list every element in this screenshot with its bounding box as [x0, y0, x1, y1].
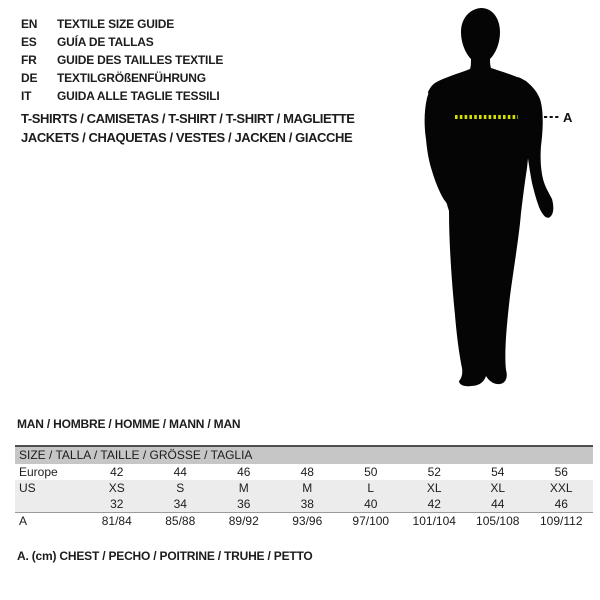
- cell: 44: [466, 496, 530, 513]
- cell: 48: [300, 465, 314, 479]
- cell: 81/84: [85, 513, 149, 530]
- cell: XS: [85, 480, 149, 496]
- language-list: [21, 15, 223, 105]
- row-label: A: [15, 513, 85, 530]
- cell: 44: [173, 465, 187, 479]
- cell: L: [339, 480, 403, 496]
- language-label: GUIDE DES TAILLES TEXTILE: [57, 53, 224, 67]
- cell: 36: [212, 496, 276, 513]
- cell: XL: [403, 480, 467, 496]
- size-table-header-row: [15, 446, 593, 464]
- language-row-fr: [21, 51, 223, 69]
- cell: 32: [85, 496, 149, 513]
- language-code: IT: [21, 89, 32, 103]
- cell: 52: [427, 465, 441, 479]
- cell: 101/104: [403, 513, 467, 530]
- man-silhouette: [425, 8, 554, 386]
- cell: 34: [149, 496, 213, 513]
- language-code: FR: [21, 53, 37, 67]
- cell: 105/108: [466, 513, 530, 530]
- language-code: ES: [21, 35, 37, 49]
- language-code: EN: [21, 17, 38, 31]
- cell: 93/96: [276, 513, 340, 530]
- cell: 54: [491, 465, 505, 479]
- language-row-de: [21, 69, 223, 87]
- row-label: [15, 496, 85, 513]
- table-row-chest: [15, 513, 593, 530]
- language-code: DE: [21, 71, 38, 85]
- row-label: Europe: [19, 465, 58, 479]
- cell: 50: [364, 465, 378, 479]
- cell: 56: [554, 465, 568, 479]
- measurement-figure: [390, 0, 590, 400]
- category-tshirts: T-SHIRTS / CAMISETAS / T-SHIRT / T-SHIRT / MAGLIETTE: [21, 111, 355, 126]
- cell: M: [276, 480, 340, 496]
- size-table-header: SIZE / TALLA / TAILLE / GRÖSSE / TAGLIA: [15, 446, 593, 464]
- cell: XXL: [530, 480, 594, 496]
- measurement-footnote: A. (cm) CHEST / PECHO / POITRINE / TRUHE / PETTO: [17, 549, 313, 563]
- table-row-europe: [15, 464, 593, 480]
- cell: M: [212, 480, 276, 496]
- cell: 42: [403, 496, 467, 513]
- measure-label-a: A: [563, 110, 573, 125]
- language-row-es: [21, 33, 223, 51]
- cell: 40: [339, 496, 403, 513]
- cell: 46: [237, 465, 251, 479]
- language-label: GUÍA DE TALLAS: [57, 35, 154, 49]
- cell: 42: [110, 465, 124, 479]
- cell: 85/88: [149, 513, 213, 530]
- language-label: GUIDA ALLE TAGLIE TESSILI: [57, 89, 220, 103]
- cell: XL: [466, 480, 530, 496]
- cell: 38: [276, 496, 340, 513]
- table-row-us-numeric: [15, 496, 593, 513]
- size-table: [15, 445, 593, 529]
- cell: S: [149, 480, 213, 496]
- table-row-us: [15, 480, 593, 496]
- language-row-it: [21, 87, 223, 105]
- category-jackets: JACKETS / CHAQUETAS / VESTES / JACKEN / GIACCHE: [21, 130, 353, 145]
- cell: 109/112: [530, 513, 594, 530]
- language-label: TEXTILE SIZE GUIDE: [57, 17, 175, 31]
- language-row-en: [21, 15, 223, 33]
- section-title-man: MAN / HOMBRE / HOMME / MANN / MAN: [17, 417, 241, 431]
- cell: 89/92: [212, 513, 276, 530]
- garment-categories: [21, 109, 355, 147]
- language-label: TEXTILGRÖßENFÜHRUNG: [57, 71, 206, 85]
- cell: 46: [530, 496, 594, 513]
- row-label: US: [15, 480, 85, 496]
- cell: 97/100: [339, 513, 403, 530]
